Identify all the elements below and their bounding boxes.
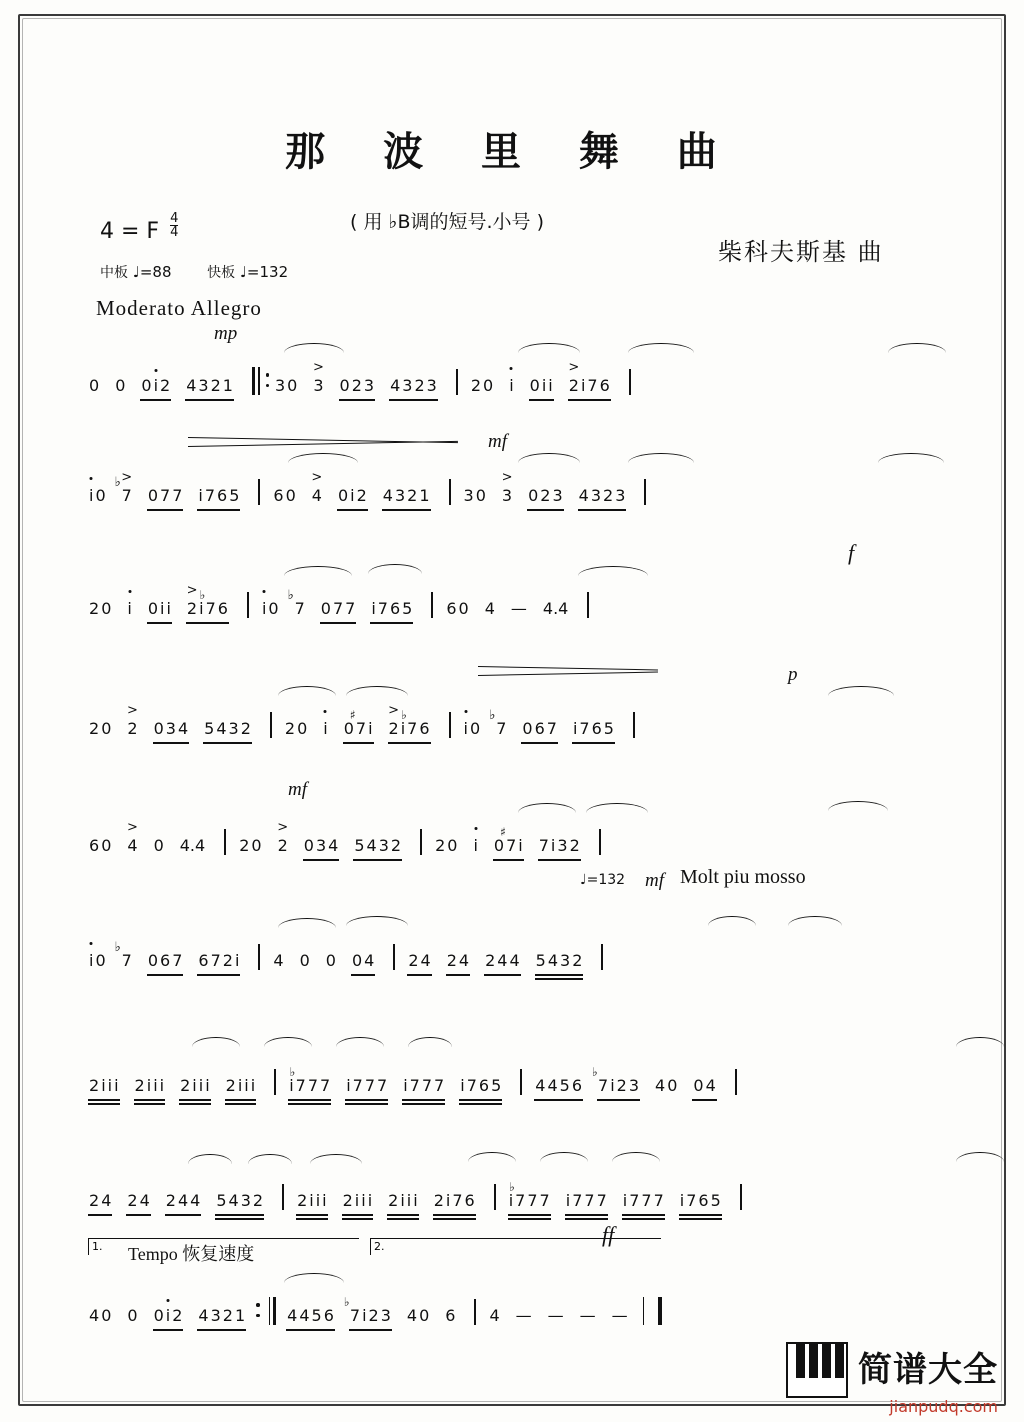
note-group: — <box>579 1306 596 1325</box>
note-group: ♭ 7 <box>489 708 507 738</box>
key-signature-block <box>100 212 178 244</box>
note-group: 0 <box>115 376 126 395</box>
note-group: 2 4 <box>126 1191 150 1218</box>
note-group: 2 0 <box>89 719 112 738</box>
note-group: i 7 7 7 <box>402 1076 445 1103</box>
note-group: — <box>510 599 527 618</box>
key-signature: 4 = F <box>100 219 160 244</box>
note-group: 5 4 3 2 <box>215 1191 264 1218</box>
note-group: 0 i 2 <box>153 1306 184 1333</box>
note-group: 0 i 2 <box>337 486 368 513</box>
note-group: 2 > <box>127 703 138 738</box>
barline <box>258 944 260 970</box>
note-group: 2 i 7 6 <box>433 1191 476 1218</box>
note-group: 6 7 2 i <box>197 951 240 978</box>
barline <box>247 592 249 618</box>
time-signature-denominator: 4 <box>170 225 179 240</box>
system-5 <box>88 779 948 863</box>
note-group: ♭ 7 <box>114 940 132 970</box>
note-group: 2 i i i <box>296 1191 328 1218</box>
dynamic-mf-2: mf <box>288 779 307 800</box>
tempo-names: Moderato Allegro <box>96 296 262 320</box>
note-group: i 7 6 5 <box>197 486 240 513</box>
piano-keys-icon <box>786 1342 848 1398</box>
note-group: 4 0 <box>89 1306 112 1325</box>
composer-credit: 柴科夫斯基 曲 <box>718 238 884 266</box>
note-group: 2 4 4 <box>165 1191 202 1218</box>
system-3 <box>88 540 948 626</box>
note-group: 4 3 2 3 <box>578 486 627 513</box>
note-group: 4 3 2 1 <box>185 376 234 403</box>
barline <box>224 829 226 855</box>
note-group: 2 4 <box>88 1191 112 1218</box>
note-group: i ♭ 7 7 7 <box>508 1191 551 1218</box>
barline <box>587 592 589 618</box>
note-group: i <box>508 376 514 403</box>
note-group: 4 0 <box>406 1306 430 1325</box>
barline <box>494 1184 496 1210</box>
note-group: i 7 6 5 <box>370 599 413 626</box>
note-group: 2 0 <box>284 719 308 738</box>
note-group: 2 > i ♭ 7 6 <box>186 599 229 626</box>
note-group: 4 4 5 6 <box>286 1306 335 1333</box>
barline <box>520 1069 522 1095</box>
note-group: 0 3 4 <box>303 836 340 863</box>
subtitle-instrument: ( 用 ♭B调的短号.小号 ) <box>350 211 544 233</box>
note-group: 4 <box>484 599 495 618</box>
note-group: i 7 7 7 <box>345 1076 388 1103</box>
note-group: 6 0 <box>89 836 112 855</box>
barline <box>270 712 272 738</box>
barline <box>420 829 422 855</box>
note-group: 5 4 3 2 <box>353 836 402 863</box>
volta-bracket-2 <box>370 1238 661 1255</box>
note-group: — <box>547 1306 564 1325</box>
note-group: 0 4 <box>692 1076 716 1103</box>
note-group: i 7 6 5 <box>679 1191 722 1218</box>
note-group: i <box>322 719 328 746</box>
note-group: ♭ 7 > <box>114 470 133 505</box>
note-group: 2 > i 7 6 <box>568 376 611 403</box>
note-group: — <box>515 1306 532 1325</box>
note-group: 0 <box>89 376 100 395</box>
system-6 <box>88 920 948 978</box>
note-group: ♭ 7 <box>287 588 305 618</box>
dynamic-p: p <box>788 664 798 685</box>
note-group: 4 3 2 3 <box>389 376 438 403</box>
dynamic-ff: ff <box>602 1222 615 1247</box>
note-group: 2 4 <box>407 951 431 978</box>
note-group: 4 <box>273 951 284 970</box>
note-group: 2 i i i <box>134 1076 166 1103</box>
dynamic-f: f <box>848 540 855 565</box>
note-group: 7 i 3 2 <box>538 836 581 863</box>
note-group: 4 <box>489 1306 500 1325</box>
brand-name: 简谱大全 <box>858 1350 998 1390</box>
note-group: 2 i i i <box>387 1191 419 1218</box>
time-signature <box>170 212 178 239</box>
diminuendo-hairpin <box>188 437 458 447</box>
note-group: 0 i i <box>147 599 172 626</box>
system-7 <box>88 1045 948 1103</box>
note-group: 3 > <box>312 360 324 395</box>
tempo-restore-text: Tempo 恢复速度 <box>128 1244 255 1264</box>
barline <box>456 369 458 395</box>
note-group: 0 4 <box>351 951 375 978</box>
tempo-mark-1: ♩=88 <box>132 263 172 281</box>
note-group: ♭ 7 i 2 3 <box>349 1306 392 1333</box>
note-group: 2 i i i <box>88 1076 120 1103</box>
note-group: 2 > i ♭ 7 6 <box>388 719 431 746</box>
volta-label-2: 2. <box>374 1240 385 1253</box>
barline <box>274 1069 276 1095</box>
barline <box>633 712 635 738</box>
note-group: 0 7 7 <box>147 486 184 513</box>
note-group: 2 0 <box>435 836 458 855</box>
note-group: 0 <box>325 951 336 970</box>
note-group: i 7 7 7 <box>622 1191 665 1218</box>
note-group: i <box>472 836 478 863</box>
note-group: 0 i i <box>529 376 554 403</box>
system-8 <box>88 1160 948 1218</box>
note-group: i 0 <box>463 719 482 746</box>
barline <box>449 479 451 505</box>
tempo-row <box>100 262 288 282</box>
note-group: 3 0 <box>274 376 298 395</box>
note-group: 2 4 4 <box>484 951 521 978</box>
note-group: i 0 <box>261 599 280 626</box>
note-group: 0 3 4 <box>153 719 190 746</box>
barline <box>431 592 433 618</box>
note-group: 0 6 7 <box>521 719 558 746</box>
note-group: i 0 <box>88 951 107 978</box>
barline <box>740 1184 742 1210</box>
note-group: 0 2 3 <box>339 376 376 403</box>
barline <box>599 829 601 855</box>
note-group: i 0 <box>88 486 107 513</box>
note-group: 0 <box>299 951 310 970</box>
note-group: 0 2 3 <box>527 486 564 513</box>
volta-label-1: 1. <box>92 1240 103 1253</box>
final-barline <box>643 1297 663 1333</box>
note-group: 0 <box>153 836 164 855</box>
tempo-allegro-132: ♩=132 <box>580 872 626 888</box>
barline <box>601 944 603 970</box>
time-signature-numerator: 4 <box>170 211 179 226</box>
note-group: 0 ♯ 7 i <box>493 836 524 863</box>
dynamic-mp: mp <box>214 323 238 344</box>
system-1 <box>88 323 948 403</box>
note-group: i ♭ 7 7 7 <box>288 1076 331 1103</box>
barline <box>449 712 451 738</box>
note-group: 6 0 <box>273 486 296 505</box>
system-9 <box>88 1275 948 1333</box>
note-group: 4 > <box>311 470 323 505</box>
barline <box>644 479 646 505</box>
note-group: 0 <box>127 1306 138 1325</box>
note-group: 4.4 <box>179 836 206 855</box>
site-url: jianpudq.com <box>889 1397 998 1416</box>
note-group: 4 4 5 6 <box>534 1076 583 1103</box>
note-group: 2 0 <box>239 836 262 855</box>
note-group: 5 4 3 2 <box>535 951 584 978</box>
note-group: 2 i i i <box>179 1076 211 1103</box>
barline <box>282 1184 284 1210</box>
note-group: 3 > <box>501 470 513 505</box>
system-4 <box>88 664 948 746</box>
repeat-open-barline <box>252 367 264 395</box>
dynamic-mf: mf <box>488 431 507 452</box>
note-group: 0 ♯ 7 i <box>343 719 374 746</box>
note-group: 5 4 3 2 <box>203 719 252 746</box>
barline <box>629 369 631 395</box>
note-group: 2 i i i <box>225 1076 257 1103</box>
note-group: i 7 6 5 <box>459 1076 502 1103</box>
barline <box>735 1069 737 1095</box>
note-group: i 7 6 5 <box>572 719 615 746</box>
barline <box>258 479 260 505</box>
site-logo <box>786 1342 998 1398</box>
barline <box>393 944 395 970</box>
note-group: 2 4 <box>446 951 470 978</box>
note-group: 2 0 <box>470 376 494 395</box>
note-group: 6 <box>445 1306 456 1325</box>
note-group: 6 0 <box>446 599 469 618</box>
tempo-cn-2: 快板 <box>207 265 236 281</box>
note-group: — <box>611 1306 628 1325</box>
dynamic-mf-3: mf <box>645 870 664 891</box>
note-group: 0 6 7 <box>147 951 184 978</box>
note-group: 0 i 2 <box>140 376 171 403</box>
note-group: 2 i i i <box>342 1191 374 1218</box>
note-group: 2 0 <box>89 599 112 618</box>
note-group: 4.4 <box>542 599 569 618</box>
diminuendo-hairpin <box>478 666 658 676</box>
note-group: 4 0 <box>655 1076 678 1095</box>
note-group: 3 0 <box>463 486 486 505</box>
tempo-mark-2: ♩=132 <box>239 263 289 281</box>
note-group: 4 > <box>127 820 138 855</box>
note-group: 2 > <box>277 820 289 855</box>
system-2 <box>88 431 948 513</box>
repeat-close-barline <box>264 1297 276 1325</box>
note-group: 4 3 2 1 <box>197 1306 246 1333</box>
note-group: 0 7 7 <box>320 599 357 626</box>
tempo-cn-1: 中板 <box>100 265 128 281</box>
barline <box>474 1299 476 1325</box>
page-title: 那 波 里 舞 曲 <box>285 129 739 175</box>
note-group: i <box>126 599 132 626</box>
note-group: ♭ 7 i 2 3 <box>597 1076 640 1103</box>
note-group: 4 3 2 1 <box>382 486 431 513</box>
note-group: i 7 7 7 <box>565 1191 608 1218</box>
molto-piu-mosso: Molt piu mosso <box>680 866 806 888</box>
